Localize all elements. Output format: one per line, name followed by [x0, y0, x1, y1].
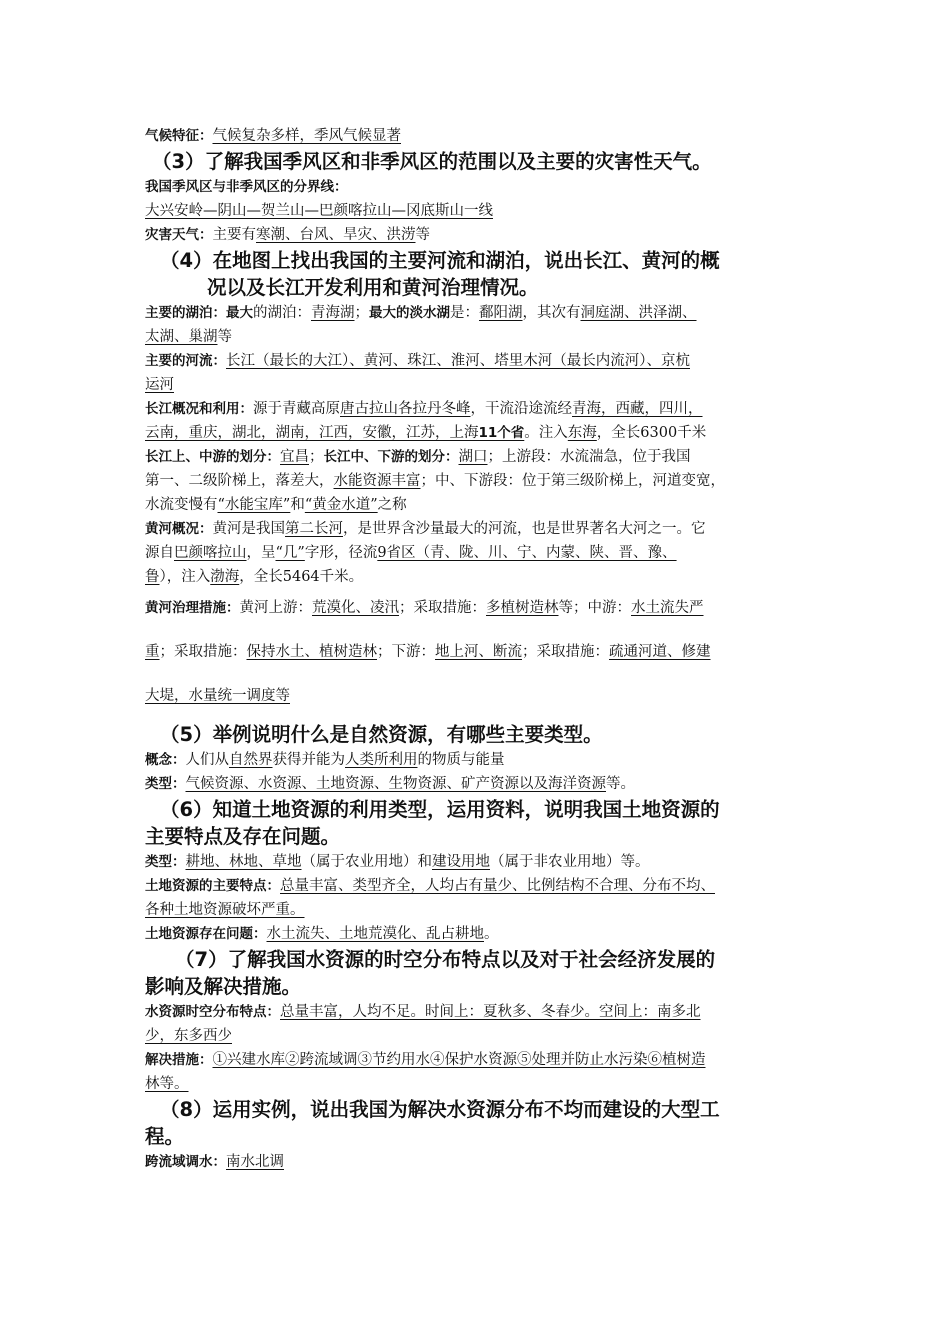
cj-t3: 。注入 — [524, 425, 568, 441]
land-feat-line-2 — [145, 898, 813, 922]
land-prob-post: 。 — [484, 926, 499, 942]
div-v2: 湖口 — [458, 449, 488, 465]
cj-t2: ，干流沿途流经 — [470, 401, 572, 417]
concept-t3: 的物质与能量 — [417, 752, 505, 768]
div-v4: “水能宝库” — [217, 497, 291, 513]
land-type-v2: 建设用地 — [432, 854, 490, 870]
lakes-v3: 洞庭湖、洪泽湖、 — [580, 305, 697, 321]
cj-v4: 11个省 — [478, 425, 525, 441]
lakes-label: 主要的湖泊： — [145, 305, 226, 321]
concept-v2: 人类所利用 — [345, 752, 418, 768]
rivers-line-2 — [145, 373, 813, 397]
water-dist-v2: 少，东多西少 — [145, 1028, 232, 1044]
disaster-label: 灾害天气： — [145, 227, 213, 243]
changjiang-label: 长江概况和利用： — [145, 401, 253, 417]
hh-v1: 第二长河 — [285, 521, 343, 537]
hh-t7: ，全长5464千米。 — [239, 569, 364, 585]
rivers-v1: 长江（最长的大江）、黄河、珠江、淮河、塔里木河（最长内流河）、京杭 — [226, 353, 690, 369]
climate-value: 气候复杂多样，季风气候显著 — [212, 128, 401, 144]
section-6-heading-2: 主要特点及存在问题。 — [145, 825, 341, 848]
land-type-line — [145, 850, 813, 874]
div-t4: ；中、下游段：位于第三级阶梯上，河道变宽， — [420, 473, 725, 489]
hh-t5: 字形，径流 — [304, 545, 378, 561]
hh-t1: 黄河是我国 — [212, 521, 285, 537]
zhili-line-1 — [145, 589, 813, 627]
zhili-line-3 — [145, 677, 813, 715]
land-feat-line-1 — [145, 874, 813, 898]
lakes-v1: 青海湖 — [311, 305, 355, 321]
div-t3: 第一、二级阶梯上，落差大， — [145, 473, 334, 489]
section-4-heading-1: （4）在地图上找出我国的主要河流和湖泊，说出长江、黄河的概 — [160, 249, 720, 272]
changjiang-line-2 — [145, 421, 813, 445]
water-dist-v1: 总量丰富，人均不足。时间上：夏秋多、冬春少。空间上：南多北 — [280, 1004, 701, 1020]
zl-v7: 疏通河道、修建 — [609, 644, 711, 660]
boundary-label-line — [145, 175, 813, 199]
zl-t4: ；采取措施： — [159, 644, 247, 660]
water-sol-line-2 — [145, 1072, 813, 1096]
land-prob-value: 水土流失、土地荒漠化、乱占耕地 — [266, 926, 484, 942]
rivers-line-1 — [145, 349, 813, 373]
huanghe-line-2 — [145, 541, 813, 565]
zl-v5: 保持水土、植树造林 — [246, 644, 377, 660]
div-t6: 和 — [290, 497, 305, 513]
boundary-value-line — [145, 199, 813, 223]
water-dist-label: 水资源时空分布特点： — [145, 1004, 280, 1020]
boundary-label: 我国季风区与非季风区的分界线： — [145, 179, 348, 195]
water-dist-line-2 — [145, 1024, 813, 1048]
water-dist-line-1 — [145, 1000, 813, 1024]
transfer-label: 跨流域调水： — [145, 1154, 226, 1170]
lakes-t4: 最大的淡水湖 — [369, 305, 450, 321]
huanghe-line-3 — [145, 565, 813, 589]
disaster-line — [145, 223, 813, 247]
land-type-t1: （属于农业用地）和 — [301, 854, 432, 870]
land-feat-v1: 总量丰富、类型齐全，人均占有量少、比例结构不合理、分布不均、 — [280, 878, 715, 894]
zl-t2: ；采取措施： — [399, 600, 486, 616]
zl-t3: 等；中游： — [558, 600, 631, 616]
div-t5: 水流变慢有 — [145, 497, 218, 513]
water-sol-line-1 — [145, 1048, 813, 1072]
hh-v3: “几” — [275, 545, 305, 561]
land-type-label: 类型： — [145, 854, 186, 870]
zhili-label: 黄河治理措施： — [145, 600, 240, 616]
cj-t4: ，全长6300千米 — [596, 425, 707, 441]
zl-v8: 大堤，水量统一调度等 — [145, 688, 290, 704]
section-3-heading: （3）了解我国季风区和非季风区的范围以及主要的灾害性天气。 — [152, 150, 712, 173]
hh-t2: ，是世界含沙量最大的河流，也是世界著名大河之一。它 — [343, 521, 706, 537]
division-line-1 — [145, 445, 813, 469]
land-feat-label: 土地资源的主要特点： — [145, 878, 280, 894]
div-t1: ； — [309, 449, 324, 465]
lakes-t2: 的湖泊： — [253, 305, 311, 321]
lakes-v4: 太湖、巢湖 — [145, 329, 218, 345]
climate-line — [145, 124, 813, 148]
lakes-v2: 鄱阳湖 — [479, 305, 523, 321]
lakes-line-1 — [145, 301, 813, 325]
land-feat-v2: 各种土地资源破坏严重。 — [145, 902, 305, 918]
section-7-heading-1: （7）了解我国水资源的时空分布特点以及对于社会经济发展的 — [175, 948, 716, 971]
hh-v2: 巴颜喀拉山 — [174, 545, 247, 561]
concept-v1: 自然界 — [229, 752, 273, 768]
zhili-line-2 — [145, 633, 813, 671]
document-page — [145, 124, 813, 1174]
section-4-heading-2: 况以及长江开发利用和黄河治理情况。 — [207, 276, 539, 299]
climate-label: 气候特征： — [145, 128, 213, 144]
land-type-v1: 耕地、林地、草地 — [185, 854, 302, 870]
type-line — [145, 772, 813, 796]
boundary-value: 大兴安岭—阴山—贺兰山—巴颜喀拉山—冈底斯山一线 — [145, 203, 493, 219]
hh-v4: 9省区（青、陇、川、宁、内蒙、陕、晋、豫、 — [377, 545, 677, 561]
cj-v2: 青海，西藏，四川， — [572, 401, 703, 417]
land-type-t2: （属于非农业用地）等。 — [490, 854, 650, 870]
div-label-1: 长江上、中游的划分： — [145, 449, 280, 465]
section-6-heading-1: （6）知道土地资源的利用类型，运用资料，说明我国土地资源的 — [160, 798, 720, 821]
div-v1: 宜昌 — [280, 449, 309, 465]
cj-v1: 唐古拉山各拉丹冬峰 — [340, 401, 471, 417]
hh-t4: ，呈 — [246, 545, 276, 561]
water-sol-label: 解决措施： — [145, 1052, 213, 1068]
changjiang-line-1 — [145, 397, 813, 421]
type-label: 类型： — [145, 776, 186, 792]
concept-label: 概念： — [145, 752, 186, 768]
zl-v6: 地上河、断流 — [435, 644, 522, 660]
div-t7: 之称 — [377, 497, 407, 513]
lakes-t6: ，其次有 — [522, 305, 581, 321]
lakes-t7: 等 — [217, 329, 232, 345]
section-8-heading-2: 程。 — [145, 1125, 185, 1148]
zl-t6: ；采取措施： — [522, 644, 609, 660]
zl-t5: ；下游： — [377, 644, 435, 660]
cj-v5: 东海 — [567, 425, 597, 441]
disaster-post: 等 — [415, 227, 430, 243]
rivers-v2: 运河 — [145, 377, 174, 393]
transfer-value: 南水北调 — [226, 1154, 284, 1170]
cj-v3: 云南，重庆，湖北，湖南，江西，安徽，江苏，上海 — [145, 425, 479, 441]
division-line-3 — [145, 493, 813, 517]
div-v3: 水能资源丰富 — [333, 473, 421, 489]
water-sol-v1: ①兴建水库②跨流域调③节约用水④保护水资源⑤处理并防止水污染⑥植树造 — [212, 1052, 706, 1068]
land-prob-label: 土地资源存在问题： — [145, 926, 267, 942]
type-value: 气候资源、水资源、土地资源、生物资源、矿产资源以及海洋资源 — [185, 776, 606, 792]
zl-v3: 水土流失严 — [631, 600, 704, 616]
huanghe-line-1 — [145, 517, 813, 541]
disaster-pre: 主要有 — [212, 227, 256, 243]
hh-t6: ），注入 — [159, 569, 211, 585]
lakes-t1: 最大 — [226, 305, 253, 321]
div-label-2: 长江中、下游的划分： — [323, 449, 459, 465]
concept-t1: 人们从 — [185, 752, 229, 768]
hh-v5: 鲁 — [145, 569, 160, 585]
div-t2: ；上游段：水流湍急，位于我国 — [487, 449, 691, 465]
zl-v2: 多植树造林 — [486, 600, 559, 616]
lakes-t5: 是： — [450, 305, 479, 321]
water-sol-v2: 林等。 — [145, 1076, 189, 1092]
land-prob-line — [145, 922, 813, 946]
section-5-heading: （5）举例说明什么是自然资源，有哪些主要类型。 — [160, 723, 603, 746]
zl-v1: 荒漠化、凌汛 — [312, 600, 399, 616]
lakes-t3: ； — [354, 305, 369, 321]
zl-t1: 黄河上游： — [239, 600, 312, 616]
division-line-2 — [145, 469, 813, 493]
section-7-heading-2: 影响及解决措施。 — [145, 975, 302, 998]
disaster-value: 寒潮、台风、旱灾、洪涝 — [256, 227, 416, 243]
div-v5: “黄金水道” — [304, 497, 378, 513]
hh-t3: 源自 — [145, 545, 174, 561]
huanghe-label: 黄河概况： — [145, 521, 213, 537]
concept-t2: 获得并能为 — [272, 752, 345, 768]
zl-v4: 重 — [145, 644, 160, 660]
cj-t1: 源于青藏高原 — [253, 401, 340, 417]
concept-line — [145, 748, 813, 772]
transfer-line — [145, 1150, 813, 1174]
lakes-line-2 — [145, 325, 813, 349]
section-8-heading-1: （8）运用实例，说出我国为解决水资源分布不均而建设的大型工 — [160, 1098, 720, 1121]
rivers-label: 主要的河流： — [145, 353, 226, 369]
hh-v6: 渤海 — [210, 569, 240, 585]
type-post: 等。 — [606, 776, 635, 792]
